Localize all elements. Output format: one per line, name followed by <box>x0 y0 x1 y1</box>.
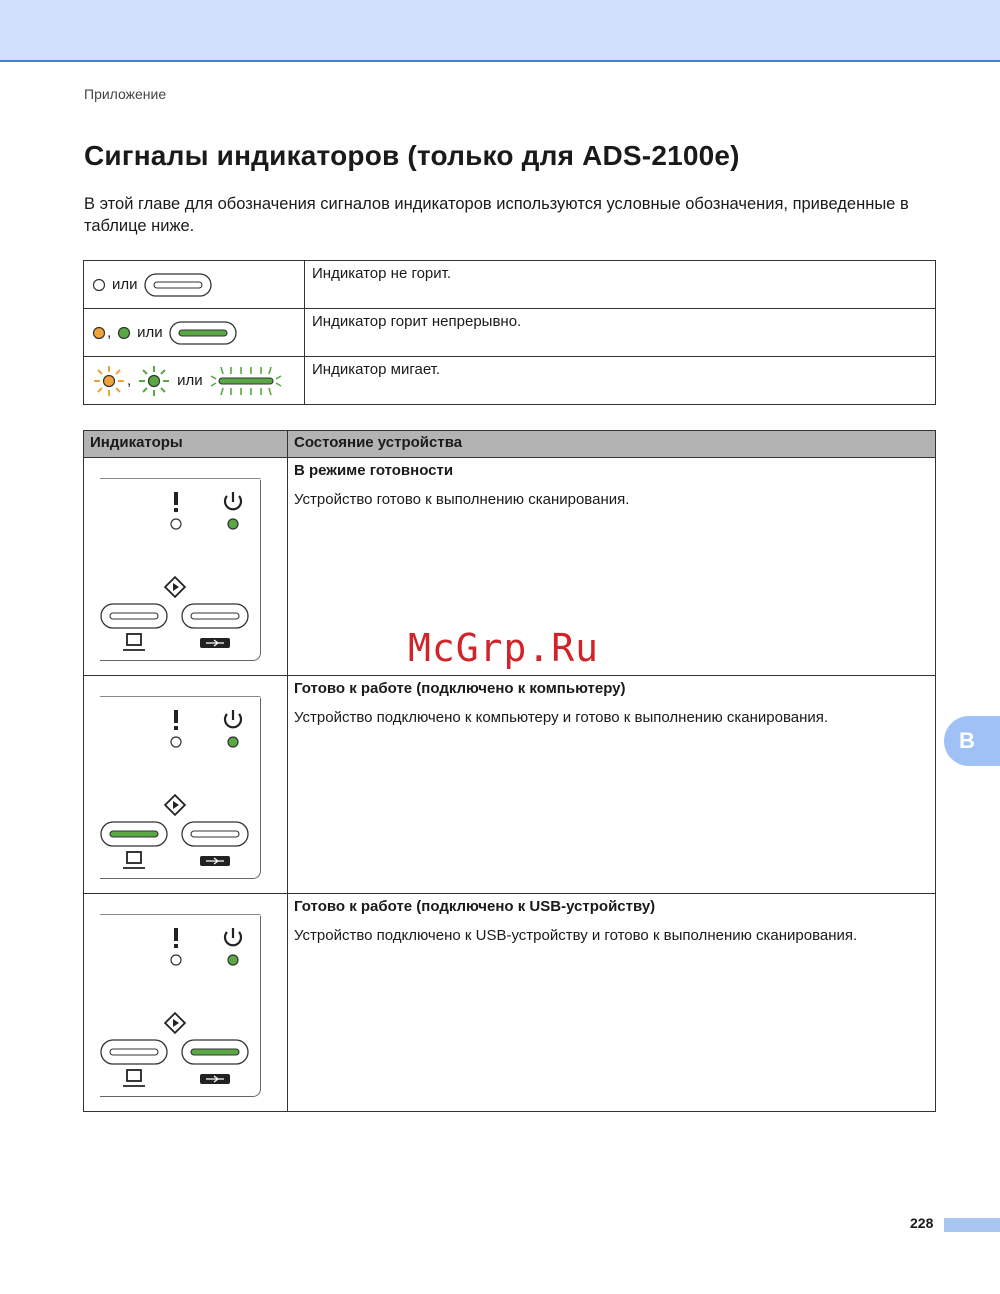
button-led-off-icon <box>144 272 214 298</box>
start-icon <box>165 795 185 815</box>
page-number-bar <box>944 1218 1000 1232</box>
button-led-on-icon <box>169 320 239 346</box>
usb-icon <box>200 638 230 648</box>
panel-cell <box>84 676 288 894</box>
legend-table <box>83 260 936 405</box>
computer-icon <box>123 634 145 650</box>
scan-to-pc-button <box>101 604 167 628</box>
legend-row-on <box>84 309 936 357</box>
led-off-icon <box>92 278 106 292</box>
comma-label: , <box>127 372 132 389</box>
led-green-icon <box>117 326 131 340</box>
warning-icon <box>174 928 178 948</box>
scan-to-pc-button <box>101 822 167 846</box>
scan-to-usb-button <box>182 1040 248 1064</box>
legend-symbol-cell <box>84 309 305 357</box>
warning-led <box>171 519 181 529</box>
intro-paragraph: В этой главе для обозначения сигналов индикаторов используются условные обозначения, приведенные в таблице ниже. <box>84 195 909 235</box>
state-description: Устройство подключено к USB-устройству и готово к выполнению сканирования. <box>294 927 858 944</box>
panel-top-edge <box>100 914 261 916</box>
computer-icon <box>123 852 145 868</box>
comma-label: , <box>107 324 112 341</box>
power-icon <box>225 928 241 945</box>
computer-icon <box>123 1070 145 1086</box>
panel-top-edge <box>100 478 261 480</box>
state-cell <box>288 676 936 894</box>
legend-row-off <box>84 261 936 309</box>
status-header-row <box>84 431 936 458</box>
state-heading: В режиме готовности <box>294 462 454 479</box>
status-row-usb <box>84 894 936 1112</box>
panel-cell <box>84 458 288 676</box>
scan-to-pc-button <box>101 1040 167 1064</box>
legend-symbol-cell <box>84 261 305 309</box>
or-label: или <box>137 324 163 341</box>
chapter-tab[interactable]: B <box>944 716 1000 766</box>
usb-icon <box>200 1074 230 1084</box>
legend-desc-off: Индикатор не горит. <box>305 261 936 309</box>
header-band <box>0 0 1000 62</box>
usb-icon <box>200 856 230 866</box>
watermark: McGrp.Ru <box>408 626 600 670</box>
power-icon <box>225 492 241 509</box>
warning-icon <box>174 492 178 512</box>
panel-drawing <box>100 480 260 660</box>
or-label: или <box>112 276 138 293</box>
state-cell <box>288 458 936 676</box>
scan-to-usb-button <box>182 604 248 628</box>
power-led <box>228 955 238 965</box>
col-header-indicators: Индикаторы <box>84 431 288 458</box>
state-heading: Готово к работе (подключено к компьютеру) <box>294 680 626 697</box>
power-led <box>228 737 238 747</box>
panel-top-edge <box>100 696 261 698</box>
warning-led <box>171 737 181 747</box>
status-row-pc <box>84 676 936 894</box>
power-led <box>228 519 238 529</box>
start-icon <box>165 1013 185 1033</box>
col-header-state: Состояние устройства <box>288 431 936 458</box>
scan-to-usb-button <box>182 822 248 846</box>
button-led-blink-icon <box>209 364 283 398</box>
breadcrumb: Приложение <box>84 86 167 102</box>
state-heading: Готово к работе (подключено к USB-устройству) <box>294 898 656 915</box>
control-panel <box>100 916 261 1097</box>
state-description: Устройство готово к выполнению сканирования. <box>294 491 630 508</box>
state-description: Устройство подключено к компьютеру и готово к выполнению сканирования. <box>294 709 829 726</box>
panel-drawing <box>100 916 260 1096</box>
power-icon <box>225 710 241 727</box>
panel-drawing <box>100 698 260 878</box>
state-cell <box>288 894 936 1112</box>
page-title: Сигналы индикаторов (только для ADS-2100e) <box>84 140 740 171</box>
legend-symbol-cell <box>84 357 305 405</box>
page-number: 228 <box>910 1215 934 1231</box>
led-orange-blink-icon <box>92 364 126 398</box>
or-label: или <box>177 372 203 389</box>
led-orange-icon <box>92 326 106 340</box>
legend-desc-blink: Индикатор мигает. <box>305 357 936 405</box>
control-panel <box>100 480 261 661</box>
legend-desc-on: Индикатор горит непрерывно. <box>305 309 936 357</box>
panel-cell <box>84 894 288 1112</box>
warning-led <box>171 955 181 965</box>
status-table <box>83 430 936 1112</box>
warning-icon <box>174 710 178 730</box>
start-icon <box>165 577 185 597</box>
legend-row-blink <box>84 357 936 405</box>
control-panel <box>100 698 261 879</box>
led-green-blink-icon <box>137 364 171 398</box>
